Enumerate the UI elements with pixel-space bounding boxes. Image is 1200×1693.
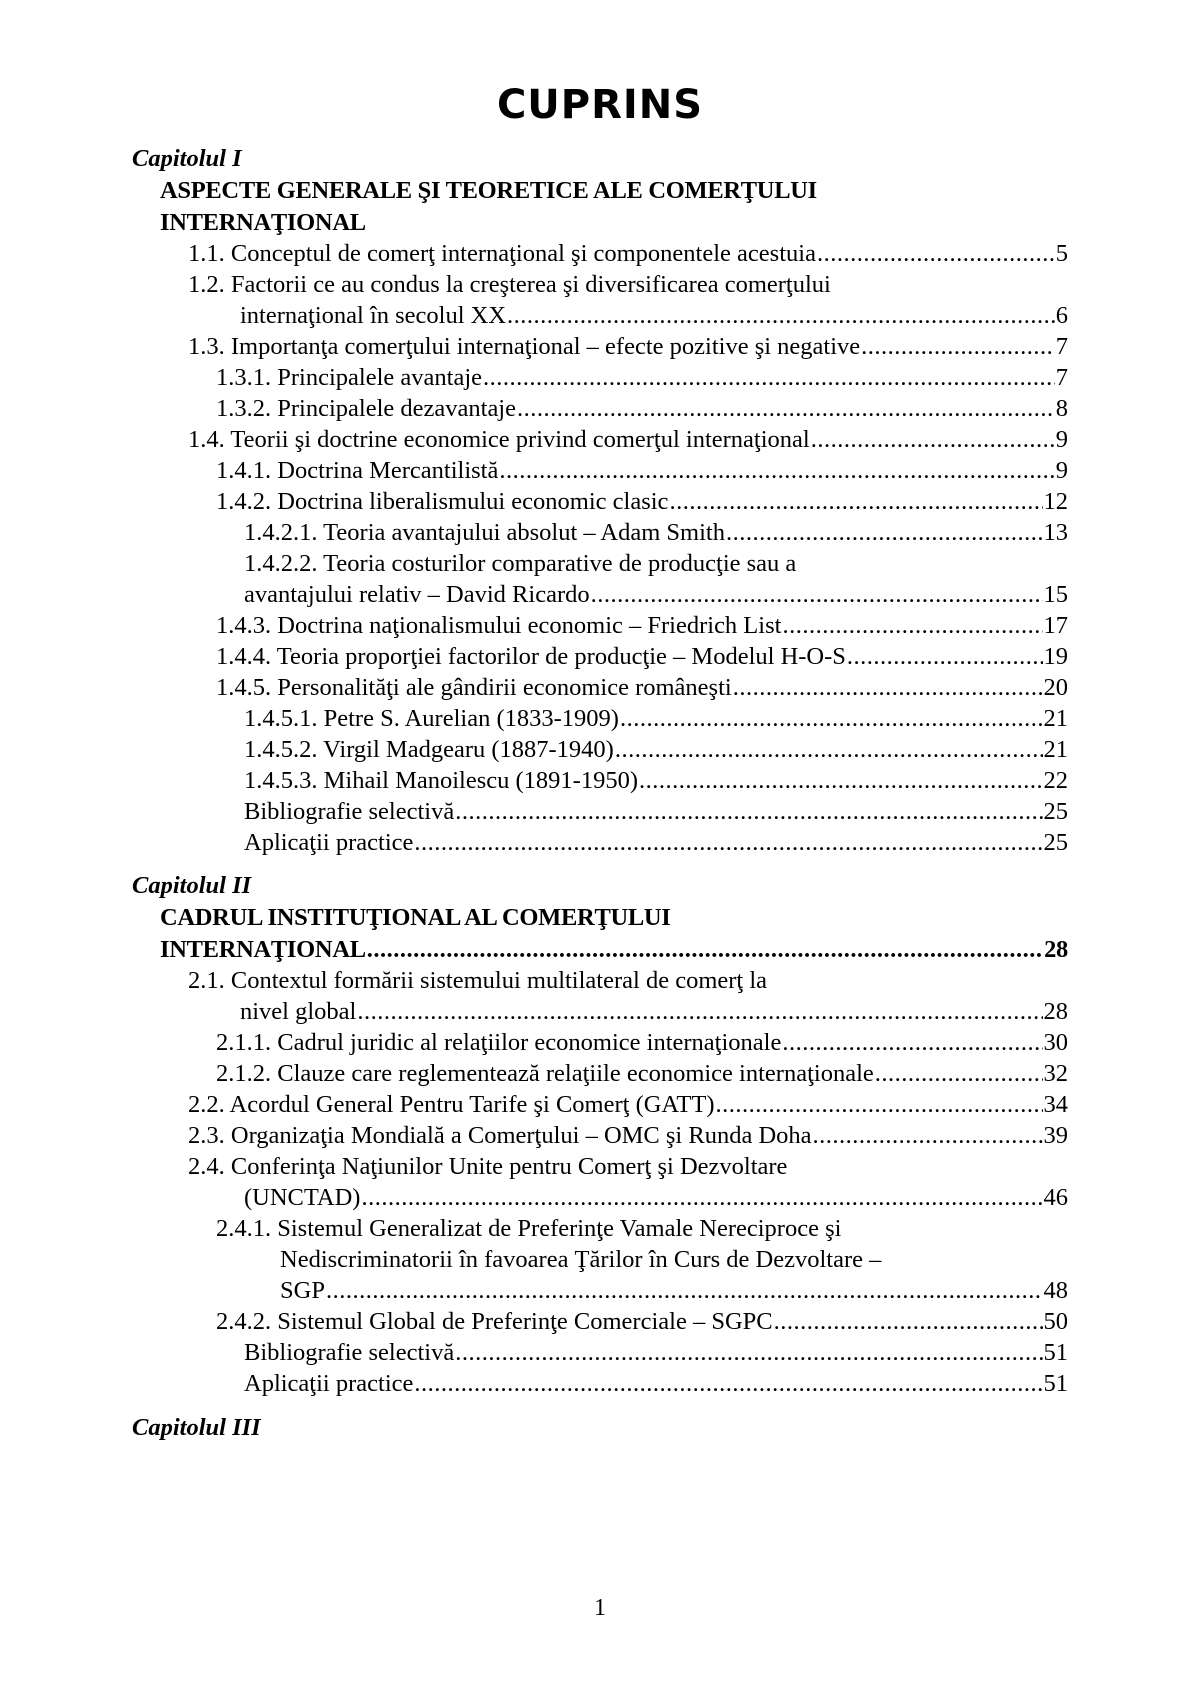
chapter-label [132, 870, 251, 902]
dot-leader [782, 610, 1042, 642]
toc-entry [216, 486, 1068, 518]
toc-entry-text: 2.1.1. Cadrul juridic al relaţiilor economice internaţionale [216, 1029, 782, 1056]
toc-entry-text: 1.4.2.1. Teoria avantajului absolut – Adam Smith [244, 519, 725, 546]
toc-page-number: 19 [1043, 643, 1068, 670]
toc-entry [216, 672, 1068, 704]
toc-entry [188, 269, 831, 301]
toc-entry [188, 1089, 1068, 1121]
toc-entry-text: 1.4. Teorii şi doctrine economice privind comerţul internaţional [188, 426, 810, 453]
dot-leader [875, 1058, 1043, 1090]
toc-page-number: 28 [1043, 998, 1068, 1025]
dot-leader [591, 579, 1043, 611]
dot-leader [620, 703, 1043, 735]
toc-entry-text: 1.4.1. Doctrina Mercantilistă [216, 457, 499, 484]
toc-page-number: 7 [1055, 333, 1068, 360]
dot-leader [639, 765, 1043, 797]
toc-entry [216, 610, 1068, 642]
toc-entry [240, 996, 1068, 1028]
toc-entry-text: INTERNAŢIONAL [160, 209, 366, 236]
dot-leader [326, 1275, 1043, 1307]
toc-entry [280, 1275, 1068, 1307]
toc-page-number: 12 [1043, 488, 1068, 515]
toc-entry [188, 1120, 1068, 1152]
toc-page-number: 22 [1043, 767, 1068, 794]
dot-leader [669, 486, 1042, 518]
toc-entry [216, 362, 1068, 394]
dot-leader [507, 300, 1055, 332]
page-title: CUPRINS [496, 82, 704, 128]
toc-page-number: 9 [1055, 457, 1068, 484]
toc-page-number: 15 [1043, 581, 1068, 608]
toc-entry [244, 517, 1068, 549]
toc-entry [188, 238, 1068, 270]
toc-entry [216, 455, 1068, 487]
toc-entry-text: Bibliografie selectivă [244, 798, 455, 825]
toc-entry [244, 1337, 1068, 1369]
toc-entry-text: 2.1. Contextul formării sistemului multilateral de comerţ la [188, 967, 768, 994]
toc-entry-text: CADRUL INSTITUŢIONAL AL COMERŢULUI [160, 904, 671, 931]
toc-entry-text: 1.4.3. Doctrina naţionalismului economic – Friedrich List [216, 612, 782, 639]
dot-leader [811, 424, 1055, 456]
toc-entry [244, 548, 796, 580]
toc-entry-text: 1.3.2. Principalele dezavantaje [216, 395, 516, 422]
toc-entry-text: SGP [280, 1277, 325, 1304]
toc-entry-text: 1.4.4. Teoria proporţiei factorilor de producţie – Modelul H-O-S [216, 643, 846, 670]
dot-leader [817, 238, 1055, 270]
toc-entry-text: internaţional în secolul XX [240, 302, 507, 329]
toc-page-number: 48 [1043, 1277, 1068, 1304]
toc-entry-text: Aplicaţii practice [244, 829, 414, 856]
toc-entry [216, 641, 1068, 673]
toc-page-number: 30 [1043, 1029, 1068, 1056]
toc-entry-text: Aplicaţii practice [244, 1370, 414, 1397]
toc-page-number: 51 [1043, 1370, 1068, 1397]
toc-entry-text: 2.4.2. Sistemul Global de Preferinţe Comerciale – SGPC [216, 1308, 773, 1335]
toc-entry-text: 1.1. Conceptul de comerţ internaţional şi componentele acestuia [188, 240, 816, 267]
toc-entry-text: 1.4.2. Doctrina liberalismului economic clasic [216, 488, 669, 515]
toc-entry-text: Capitolul I [132, 145, 242, 172]
dot-leader [414, 1368, 1042, 1400]
dot-leader [813, 1120, 1043, 1152]
dot-leader [726, 517, 1043, 549]
toc-entry-text: 2.3. Organizaţia Mondială a Comerţului – OMC şi Runda Doha [188, 1122, 812, 1149]
toc-page-number: 50 [1043, 1308, 1068, 1335]
toc-entry-text: 1.4.5. Personalităţi ale gândirii economice româneşti [216, 674, 732, 701]
dot-leader [455, 1337, 1042, 1369]
toc-entry [244, 734, 1068, 766]
toc-entry [240, 300, 1068, 332]
toc-page-number: 9 [1055, 426, 1068, 453]
toc-entry-text: Capitolul III [132, 1414, 261, 1441]
toc-page-number: 32 [1043, 1060, 1068, 1087]
toc-entry [216, 1027, 1068, 1059]
toc-entry [216, 1213, 841, 1245]
toc-entry-text: Nediscriminatorii în favoarea Ţărilor în Curs de Dezvoltare – [280, 1246, 882, 1273]
chapter-heading [160, 175, 817, 207]
dot-leader [361, 1182, 1042, 1214]
toc-entry [244, 1368, 1068, 1400]
dot-leader [861, 331, 1055, 363]
chapter-label [132, 143, 242, 175]
toc-entry [244, 579, 1068, 611]
toc-entry-text: 1.2. Factorii ce au condus la creşterea şi diversificarea comerţului [188, 271, 831, 298]
dot-leader [517, 393, 1055, 425]
toc-page-number: 39 [1043, 1122, 1068, 1149]
toc-entry [280, 1244, 881, 1276]
toc-page-number: 17 [1043, 612, 1068, 639]
toc-entry-text: 2.4.1. Sistemul Generalizat de Preferinţe Vamale Nereciproce şi [216, 1215, 842, 1242]
toc-entry [188, 331, 1068, 363]
toc-page-number: 34 [1043, 1091, 1068, 1118]
chapter-heading [160, 934, 1068, 966]
toc-page-number: 28 [1044, 936, 1068, 963]
dot-leader [716, 1089, 1043, 1121]
dot-leader [455, 796, 1042, 828]
toc-entry [244, 827, 1068, 859]
toc-page-number: 21 [1043, 705, 1068, 732]
toc-entry-text: Bibliografie selectivă [244, 1339, 455, 1366]
chapter-label [132, 1412, 261, 1444]
toc-page-number: 21 [1043, 736, 1068, 763]
toc-entry-text: 1.3. Importanţa comerţului internaţional – efecte pozitive şi negative [188, 333, 861, 360]
toc-entry-text: 1.4.5.1. Petre S. Aurelian (1833-1909) [244, 705, 619, 732]
dot-leader [367, 934, 1043, 966]
toc-entry-text: 2.2. Acordul General Pentru Tarife şi Comerţ (GATT) [188, 1091, 715, 1118]
toc-entry-text: (UNCTAD) [244, 1184, 361, 1211]
toc-entry-text: ASPECTE GENERALE ŞI TEORETICE ALE COMERŢULUI [160, 177, 817, 204]
toc-entry-text: Capitolul II [132, 872, 252, 899]
toc-page-number: 25 [1043, 829, 1068, 856]
toc-page-number: 46 [1043, 1184, 1068, 1211]
dot-leader [499, 455, 1054, 487]
dot-leader [357, 996, 1042, 1028]
chapter-heading [160, 902, 671, 934]
dot-leader [414, 827, 1042, 859]
dot-leader [615, 734, 1043, 766]
toc-page-number: 8 [1055, 395, 1068, 422]
toc-page-number: 20 [1043, 674, 1068, 701]
toc-entry [216, 1058, 1068, 1090]
dot-leader [847, 641, 1043, 673]
dot-leader [774, 1306, 1043, 1338]
toc-entry [244, 703, 1068, 735]
toc-entry-text: 2.4. Conferinţa Naţiunilor Unite pentru Comerţ şi Dezvoltare [188, 1153, 788, 1180]
toc-page-number: 7 [1055, 364, 1068, 391]
page-number: 1 [594, 1595, 606, 1621]
toc-page-number: 13 [1043, 519, 1068, 546]
toc-entry [216, 393, 1068, 425]
toc-page-number: 51 [1043, 1339, 1068, 1366]
dot-leader [733, 672, 1043, 704]
toc-entry-text: INTERNAŢIONAL [160, 936, 366, 963]
toc-entry [244, 765, 1068, 797]
toc-entry [188, 1151, 787, 1183]
toc-entry-text: 2.1.2. Clauze care reglementează relaţiile economice internaţionale [216, 1060, 874, 1087]
chapter-heading [160, 207, 366, 239]
toc-entry-text: nivel global [240, 998, 357, 1025]
toc-page-number: 25 [1043, 798, 1068, 825]
toc-entry-text: avantajului relativ – David Ricardo [244, 581, 590, 608]
toc-entry-text: 1.4.2.2. Teoria costurilor comparative de producţie sau a [244, 550, 797, 577]
dot-leader [782, 1027, 1042, 1059]
toc-entry [244, 1182, 1068, 1214]
toc-entry [188, 424, 1068, 456]
toc-entry-text: 1.4.5.3. Mihail Manoilescu (1891-1950) [244, 767, 638, 794]
toc-entry [244, 796, 1068, 828]
dot-leader [483, 362, 1055, 394]
toc-entry-text: 1.4.5.2. Virgil Madgearu (1887-1940) [244, 736, 614, 763]
toc-entry-text: 1.3.1. Principalele avantaje [216, 364, 482, 391]
toc-entry [188, 965, 767, 997]
toc-page-number: 6 [1055, 302, 1068, 329]
toc-entry [216, 1306, 1068, 1338]
toc-page-number: 5 [1055, 240, 1068, 267]
